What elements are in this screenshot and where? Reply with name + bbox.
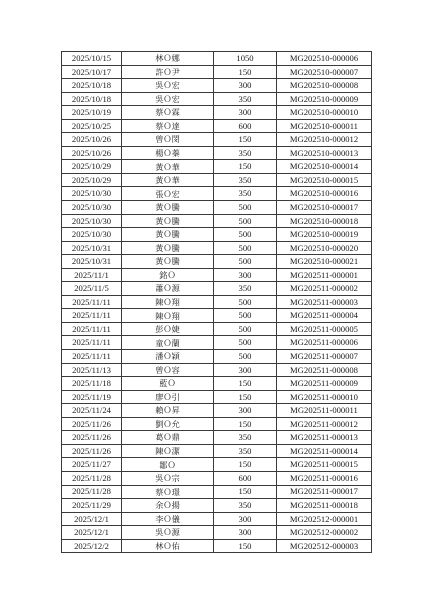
date-cell: 2025/12/1	[62, 526, 122, 540]
receipt-number-cell: MG202511-000006	[277, 336, 372, 350]
receipt-number-cell: MG202511-000012	[277, 417, 372, 431]
receipt-number-cell: MG202510-000006	[277, 52, 372, 66]
amount-cell: 300	[214, 106, 277, 120]
table-row	[62, 363, 372, 377]
table-row	[62, 485, 372, 499]
receipt-number-cell: MG202511-000013	[277, 431, 372, 445]
receipt-number-cell: MG202511-000008	[277, 363, 372, 377]
name-cell: 潘Ｏ穎	[122, 350, 214, 364]
date-cell: 2025/11/24	[62, 404, 122, 418]
date-cell: 2025/11/13	[62, 363, 122, 377]
date-cell: 2025/11/27	[62, 458, 122, 472]
receipt-number-cell: MG202511-000011	[277, 404, 372, 418]
amount-cell: 150	[214, 160, 277, 174]
date-cell: 2025/11/1	[62, 268, 122, 282]
amount-cell: 150	[214, 485, 277, 499]
name-cell: 陳Ｏ潔	[122, 444, 214, 458]
amount-cell: 350	[214, 499, 277, 513]
date-cell: 2025/10/29	[62, 160, 122, 174]
date-cell: 2025/10/31	[62, 241, 122, 255]
date-cell: 2025/11/11	[62, 350, 122, 364]
table-row	[62, 404, 372, 418]
name-cell: 陳Ｏ翔	[122, 295, 214, 309]
name-cell: 黃Ｏ騰	[122, 201, 214, 215]
date-cell: 2025/11/11	[62, 336, 122, 350]
amount-cell: 350	[214, 173, 277, 187]
table-row	[62, 471, 372, 485]
receipt-number-cell: MG202512-000002	[277, 526, 372, 540]
amount-cell: 350	[214, 444, 277, 458]
amount-cell: 150	[214, 65, 277, 79]
table-row	[62, 133, 372, 147]
date-cell: 2025/11/26	[62, 417, 122, 431]
amount-cell: 500	[214, 201, 277, 215]
amount-cell: 350	[214, 92, 277, 106]
table-row	[62, 539, 372, 553]
receipt-number-cell: MG202511-000002	[277, 282, 372, 296]
amount-cell: 500	[214, 228, 277, 242]
table-row	[62, 214, 372, 228]
amount-cell: 350	[214, 187, 277, 201]
name-cell: 劉Ｏ允	[122, 417, 214, 431]
table-row	[62, 350, 372, 364]
table-row	[62, 295, 372, 309]
name-cell: 許Ｏ尹	[122, 65, 214, 79]
receipt-number-cell: MG202510-000009	[277, 92, 372, 106]
date-cell: 2025/10/31	[62, 255, 122, 269]
amount-cell: 300	[214, 79, 277, 93]
date-cell: 2025/10/19	[62, 106, 122, 120]
date-cell: 2025/10/18	[62, 92, 122, 106]
table-row	[62, 160, 372, 174]
name-cell: 黃Ｏ騰	[122, 214, 214, 228]
table-row	[62, 417, 372, 431]
table-row	[62, 309, 372, 323]
amount-cell: 500	[214, 255, 277, 269]
receipt-number-cell: MG202510-000016	[277, 187, 372, 201]
amount-cell: 300	[214, 526, 277, 540]
table-row	[62, 444, 372, 458]
receipt-number-cell: MG202510-000017	[277, 201, 372, 215]
date-cell: 2025/10/25	[62, 119, 122, 133]
receipt-number-cell: MG202510-000014	[277, 160, 372, 174]
date-cell: 2025/11/29	[62, 499, 122, 513]
table-row	[62, 431, 372, 445]
receipt-number-cell: MG202511-000004	[277, 309, 372, 323]
name-cell: 黃Ｏ華	[122, 160, 214, 174]
name-cell: 曾Ｏ容	[122, 363, 214, 377]
table-row	[62, 526, 372, 540]
date-cell: 2025/11/28	[62, 485, 122, 499]
receipt-number-cell: MG202510-000007	[277, 65, 372, 79]
amount-cell: 300	[214, 268, 277, 282]
table-row	[62, 92, 372, 106]
date-cell: 2025/11/11	[62, 295, 122, 309]
amount-cell: 350	[214, 431, 277, 445]
name-cell: 吳Ｏ宏	[122, 92, 214, 106]
receipt-number-cell: MG202511-000007	[277, 350, 372, 364]
name-cell: 賴Ｏ昇	[122, 404, 214, 418]
name-cell: 余Ｏ揚	[122, 499, 214, 513]
amount-cell: 500	[214, 336, 277, 350]
receipt-number-cell: MG202510-000015	[277, 173, 372, 187]
amount-cell: 500	[214, 309, 277, 323]
receipt-number-cell: MG202511-000016	[277, 471, 372, 485]
receipt-number-cell: MG202510-000019	[277, 228, 372, 242]
amount-cell: 600	[214, 471, 277, 485]
receipt-number-cell: MG202510-000012	[277, 133, 372, 147]
table-row	[62, 390, 372, 404]
date-cell: 2025/10/15	[62, 52, 122, 66]
date-cell: 2025/11/11	[62, 322, 122, 336]
amount-cell: 500	[214, 322, 277, 336]
amount-cell: 500	[214, 214, 277, 228]
name-cell: 林Ｏ佑	[122, 539, 214, 553]
amount-cell: 300	[214, 363, 277, 377]
receipt-number-cell: MG202511-000014	[277, 444, 372, 458]
table-row	[62, 458, 372, 472]
date-cell: 2025/10/17	[62, 65, 122, 79]
name-cell: 黃Ｏ騰	[122, 255, 214, 269]
amount-cell: 350	[214, 146, 277, 160]
date-cell: 2025/10/26	[62, 146, 122, 160]
name-cell: 曾Ｏ閔	[122, 133, 214, 147]
date-cell: 2025/11/5	[62, 282, 122, 296]
ledger-body	[62, 52, 372, 553]
date-cell: 2025/10/29	[62, 173, 122, 187]
date-cell: 2025/11/26	[62, 444, 122, 458]
donation-ledger-table	[61, 51, 372, 553]
name-cell: 吳Ｏ宗	[122, 471, 214, 485]
amount-cell: 150	[214, 458, 277, 472]
name-cell: 蔡Ｏ霖	[122, 106, 214, 120]
name-cell: 黃Ｏ華	[122, 173, 214, 187]
table-row	[62, 106, 372, 120]
date-cell: 2025/12/2	[62, 539, 122, 553]
amount-cell: 500	[214, 350, 277, 364]
amount-cell: 500	[214, 241, 277, 255]
table-row	[62, 336, 372, 350]
date-cell: 2025/10/30	[62, 201, 122, 215]
table-row	[62, 268, 372, 282]
receipt-number-cell: MG202511-000001	[277, 268, 372, 282]
name-cell: 吳Ｏ源	[122, 526, 214, 540]
table-row	[62, 187, 372, 201]
amount-cell: 500	[214, 295, 277, 309]
receipt-number-cell: MG202511-000018	[277, 499, 372, 513]
receipt-number-cell: MG202512-000003	[277, 539, 372, 553]
date-cell: 2025/10/30	[62, 187, 122, 201]
table-row	[62, 146, 372, 160]
date-cell: 2025/12/1	[62, 512, 122, 526]
amount-cell: 150	[214, 133, 277, 147]
table-row	[62, 79, 372, 93]
amount-cell: 300	[214, 512, 277, 526]
receipt-number-cell: MG202511-000017	[277, 485, 372, 499]
date-cell: 2025/11/19	[62, 390, 122, 404]
name-cell: 鄒Ｏ	[122, 458, 214, 472]
receipt-number-cell: MG202510-000020	[277, 241, 372, 255]
receipt-number-cell: MG202512-000001	[277, 512, 372, 526]
amount-cell: 150	[214, 390, 277, 404]
amount-cell: 150	[214, 417, 277, 431]
receipt-number-cell: MG202510-000010	[277, 106, 372, 120]
table-row	[62, 499, 372, 513]
name-cell: 銘Ｏ	[122, 268, 214, 282]
table-row	[62, 241, 372, 255]
name-cell: 蔡Ｏ達	[122, 119, 214, 133]
table-row	[62, 282, 372, 296]
name-cell: 陳Ｏ翔	[122, 309, 214, 323]
table-row	[62, 52, 372, 66]
amount-cell: 150	[214, 377, 277, 391]
name-cell: 童Ｏ蘭	[122, 336, 214, 350]
receipt-number-cell: MG202510-000011	[277, 119, 372, 133]
name-cell: 蕭Ｏ源	[122, 282, 214, 296]
date-cell: 2025/11/26	[62, 431, 122, 445]
table-row	[62, 512, 372, 526]
name-cell: 彭Ｏ婕	[122, 322, 214, 336]
table-row	[62, 65, 372, 79]
name-cell: 黃Ｏ騰	[122, 228, 214, 242]
name-cell: 藍Ｏ	[122, 377, 214, 391]
receipt-number-cell: MG202511-000015	[277, 458, 372, 472]
receipt-number-cell: MG202510-000008	[277, 79, 372, 93]
name-cell: 林Ｏ娜	[122, 52, 214, 66]
name-cell: 吳Ｏ宏	[122, 79, 214, 93]
receipt-number-cell: MG202511-000003	[277, 295, 372, 309]
amount-cell: 600	[214, 119, 277, 133]
date-cell: 2025/10/30	[62, 214, 122, 228]
table-row	[62, 228, 372, 242]
receipt-number-cell: MG202510-000021	[277, 255, 372, 269]
name-cell: 楊Ｏ蓁	[122, 146, 214, 160]
name-cell: 黃Ｏ騰	[122, 241, 214, 255]
date-cell: 2025/10/30	[62, 228, 122, 242]
table-row	[62, 255, 372, 269]
table-row	[62, 322, 372, 336]
receipt-number-cell: MG202510-000018	[277, 214, 372, 228]
name-cell: 張Ｏ宏	[122, 187, 214, 201]
receipt-number-cell: MG202511-000010	[277, 390, 372, 404]
name-cell: 葛Ｏ鼎	[122, 431, 214, 445]
table-row	[62, 201, 372, 215]
date-cell: 2025/11/11	[62, 309, 122, 323]
date-cell: 2025/10/26	[62, 133, 122, 147]
table-row	[62, 173, 372, 187]
receipt-number-cell: MG202511-000005	[277, 322, 372, 336]
receipt-number-cell: MG202510-000013	[277, 146, 372, 160]
amount-cell: 150	[214, 539, 277, 553]
date-cell: 2025/11/18	[62, 377, 122, 391]
table-row	[62, 377, 372, 391]
name-cell: 廖Ｏ引	[122, 390, 214, 404]
amount-cell: 350	[214, 282, 277, 296]
amount-cell: 1050	[214, 52, 277, 66]
date-cell: 2025/11/28	[62, 471, 122, 485]
date-cell: 2025/10/18	[62, 79, 122, 93]
receipt-number-cell: MG202511-000009	[277, 377, 372, 391]
name-cell: 李Ｏ儀	[122, 512, 214, 526]
amount-cell: 300	[214, 404, 277, 418]
table-row	[62, 119, 372, 133]
name-cell: 蔡Ｏ璟	[122, 485, 214, 499]
